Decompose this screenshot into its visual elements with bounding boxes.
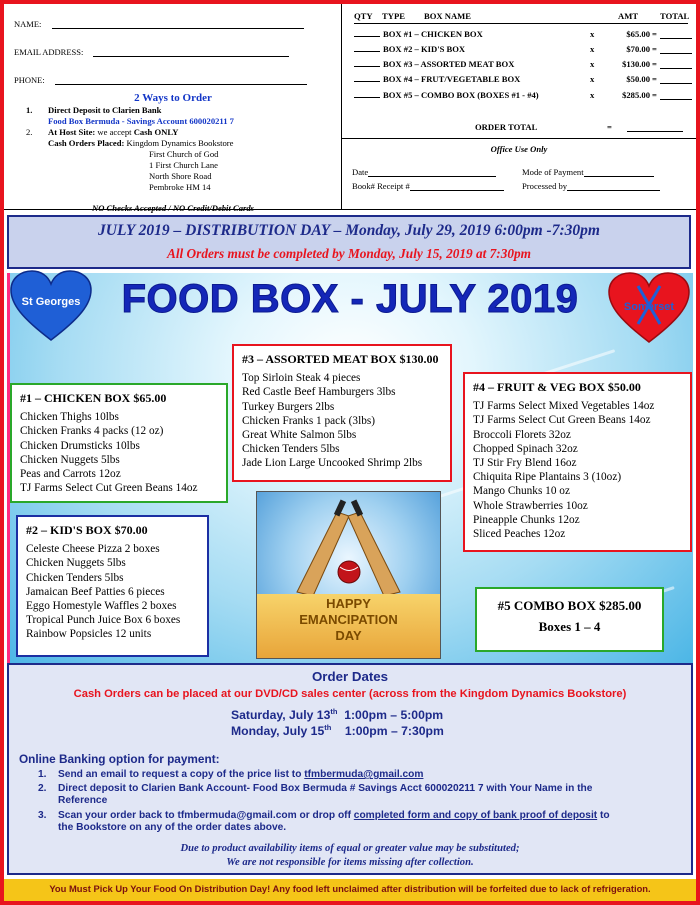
customer-info-section [4,4,342,213]
order-total-label: ORDER TOTAL [475,122,538,132]
processed-by-field[interactable]: Processed by [522,181,660,191]
box5-subtitle: Boxes 1 – 4 [538,619,601,635]
list-item: Chicken Tenders 5lbs [242,443,340,456]
way1-title: Direct Deposit to Clarien Bank [48,105,162,115]
list-item: Chicken Franks 1 pack (3lbs) [242,414,376,427]
office-use-title: Office Use Only [490,144,548,154]
mode-of-payment-field[interactable]: Mode of Payment [522,167,654,177]
order-dates-title: Order Dates [311,669,389,684]
list-item: Peas and Carrots 12oz [20,468,121,481]
order-form-section: QTY TYPE BOX NAME AMT TOTAL BOX #1 – CHICKEN BOX x $65.00 = BOX #2 – KID'S BOX x $70.00 = BOX #3 – ASSORTED MEAT BOX x $130.00 = BOX #4 – FRUT/VEGETABLE BOX x $50.00 = BOX #5 – COMBO BOX (BOXES #1 - #4) x $285.00 = ORDER TOTAL = Office Use Only Date Mode of Payment Book# Receipt # Processed by [342,4,696,210]
list-item: TJ Farms Select Cut Green Beans 14oz [473,414,651,427]
list-item: Chicken Thighs 10lbs [20,411,119,424]
order-row-box1[interactable]: BOX #1 – CHICKEN BOX x $65.00 = [354,29,483,39]
online-banking-title: Online Banking option for payment: [19,752,220,766]
list-item: Chicken Nuggets 5lbs [26,557,126,570]
online-step-2: 2. Direct deposit to Clarien Bank Account- Food Box Bermuda # Savings Acct 600020211 7 with Your Name in the Reference [38,783,593,807]
list-item: TJ Farms Select Cut Green Beans 14oz [20,482,198,495]
distribution-date: JULY 2019 – DISTRIBUTION DAY – Monday, July 29, 2019 6:00pm -7:30pm [98,222,600,239]
order-date-2: Monday, July 15th 1:00pm – 7:30pm [231,723,444,739]
order-deadline: All Orders must be completed by Monday, July 15, 2019 at 7:30pm [166,246,532,261]
list-item: Mango Chunks 10 oz [473,485,570,498]
list-item: Sliced Peaches 12oz [473,528,566,541]
cash-orders-label: Cash Orders Placed: [48,138,125,148]
substitution-note: Due to product availability items of equal or greater value may be substituted; [180,843,520,854]
responsibility-note: We are not responsible for items missing after collection. [226,857,474,868]
list-item: Chopped Spinach 32oz [473,442,578,455]
list-item: Tropical Punch Juice Box 6 boxes [26,614,181,627]
page-title: FOOD BOX - JULY 2019 [121,277,579,321]
pickup-warning-footer: You Must Pick Up Your Food On Distribution Day! Any food left unclaimed after distribution will be forfeited due to lack of refrigeration. [4,879,696,901]
kids-box-card [16,515,209,657]
list-item: Chicken Franks 4 packs (12 oz) [20,425,164,438]
assorted-meat-box-card [232,344,452,482]
list-item: Turkey Burgers 2lbs [242,400,335,413]
chicken-box-card [10,383,228,503]
name-label: NAME: [14,19,42,29]
emancipation-day-image: HAPPY EMANCIPATION DAY [256,491,441,659]
list-item: Great White Salmon 5lbs [242,429,357,442]
order-dates-panel [7,663,693,875]
list-item: Broccoli Florets 32oz [473,428,571,441]
order-row-box3[interactable]: BOX #3 – ASSORTED MEAT BOX x $130.00 = [354,59,514,69]
phone-label: PHONE: [14,75,45,85]
order-row-box2[interactable]: BOX #2 – KID'S BOX x $70.00 = [354,44,465,54]
name-field[interactable] [14,19,304,29]
list-item: TJ Farms Select Mixed Vegetables 14oz [473,400,655,413]
phone-field[interactable] [14,75,307,85]
box1-heading: #1 – CHICKEN BOX $65.00 [20,391,167,405]
distribution-banner [7,215,691,269]
fruit-veg-box-card [463,372,692,552]
date-field[interactable]: Date [352,167,496,177]
list-item: Chiquita Ripe Plantains 3 (10oz) [473,471,622,484]
email-field[interactable] [14,47,289,57]
cash-orders-note: Cash Orders can be placed at our DVD/CD sales center (across from the Kingdom Dynamics Bookstore) [73,688,627,700]
list-item: Rainbow Popsicles 12 units [26,628,152,641]
box5-heading: #5 COMBO BOX $285.00 [497,598,642,613]
combo-box-card [475,587,664,652]
ways-to-order-title: 2 Ways to Order [134,92,212,104]
order-total-field[interactable] [627,131,683,132]
list-item: TJ Stir Fry Blend 16oz [473,457,577,470]
box4-heading: #4 – FRUIT & VEG BOX $50.00 [473,380,641,394]
list-item: Eggo Homestyle Waffles 2 boxes [26,600,177,613]
box2-heading: #2 – KID'S BOX $70.00 [26,523,148,537]
ways-to-order-list: 1. Direct Deposit to Clarien Bank Food Box Bermuda - Savings Account 600020211 7 2. At Host Site: we accept Cash ONLY Cash Orders Placed: Kingdom Dynamics Bookstore First Church of God 1 First Church Lane North Shore Road Pembroke HM 14 [26,105,234,192]
list-item: Chicken Drumsticks 10lbs [20,439,140,452]
list-item: Chicken Tenders 5lbs [26,571,124,584]
cricket-bats-icon [257,492,440,602]
list-item: Red Castle Beef Hamburgers 3lbs [242,386,396,399]
list-item: Chicken Nuggets 5lbs [20,453,120,466]
list-item: Pineapple Chunks 12oz [473,513,580,526]
order-date-1: Saturday, July 13th 1:00pm – 5:00pm [231,707,444,723]
way1-account: Food Box Bermuda - Savings Account 600020211 7 [48,116,234,126]
online-step-3: 3. Scan your order back to tfmbermuda@gmail.com or drop off completed form and copy of bank proof of deposit to the Bookstore on any of the order dates above. [38,810,610,834]
no-checks-note: NO Checks Accepted / NO Credit/Debit Cards [92,203,254,213]
list-item: Whole Strawberries 10oz [473,499,588,512]
list-item: Top Sirloin Steak 4 pieces [242,372,361,385]
list-item: Jamaican Beef Patties 6 pieces [26,585,165,598]
list-item: Jade Lion Large Uncooked Shrimp 2lbs [242,457,423,470]
receipt-field[interactable]: Book# Receipt # [352,181,504,191]
svg-text:Somerset: Somerset [623,301,675,313]
order-row-box5[interactable]: BOX #5 – COMBO BOX (BOXES #1 - #4) x $285.00 = [354,90,539,100]
order-row-box4[interactable]: BOX #4 – FRUT/VEGETABLE BOX x $50.00 = [354,74,520,84]
online-step-1: 1. Send an email to request a copy of the price list to tfmbermuda@gmail.com [38,769,424,780]
box3-heading: #3 – ASSORTED MEAT BOX $130.00 [242,352,439,366]
list-item: Celeste Cheese Pizza 2 boxes [26,543,160,556]
svg-text:St Georges: St Georges [21,296,81,308]
email-label: EMAIL ADDRESS: [14,47,84,57]
email-link[interactable]: tfmbermuda@gmail.com [304,769,424,780]
